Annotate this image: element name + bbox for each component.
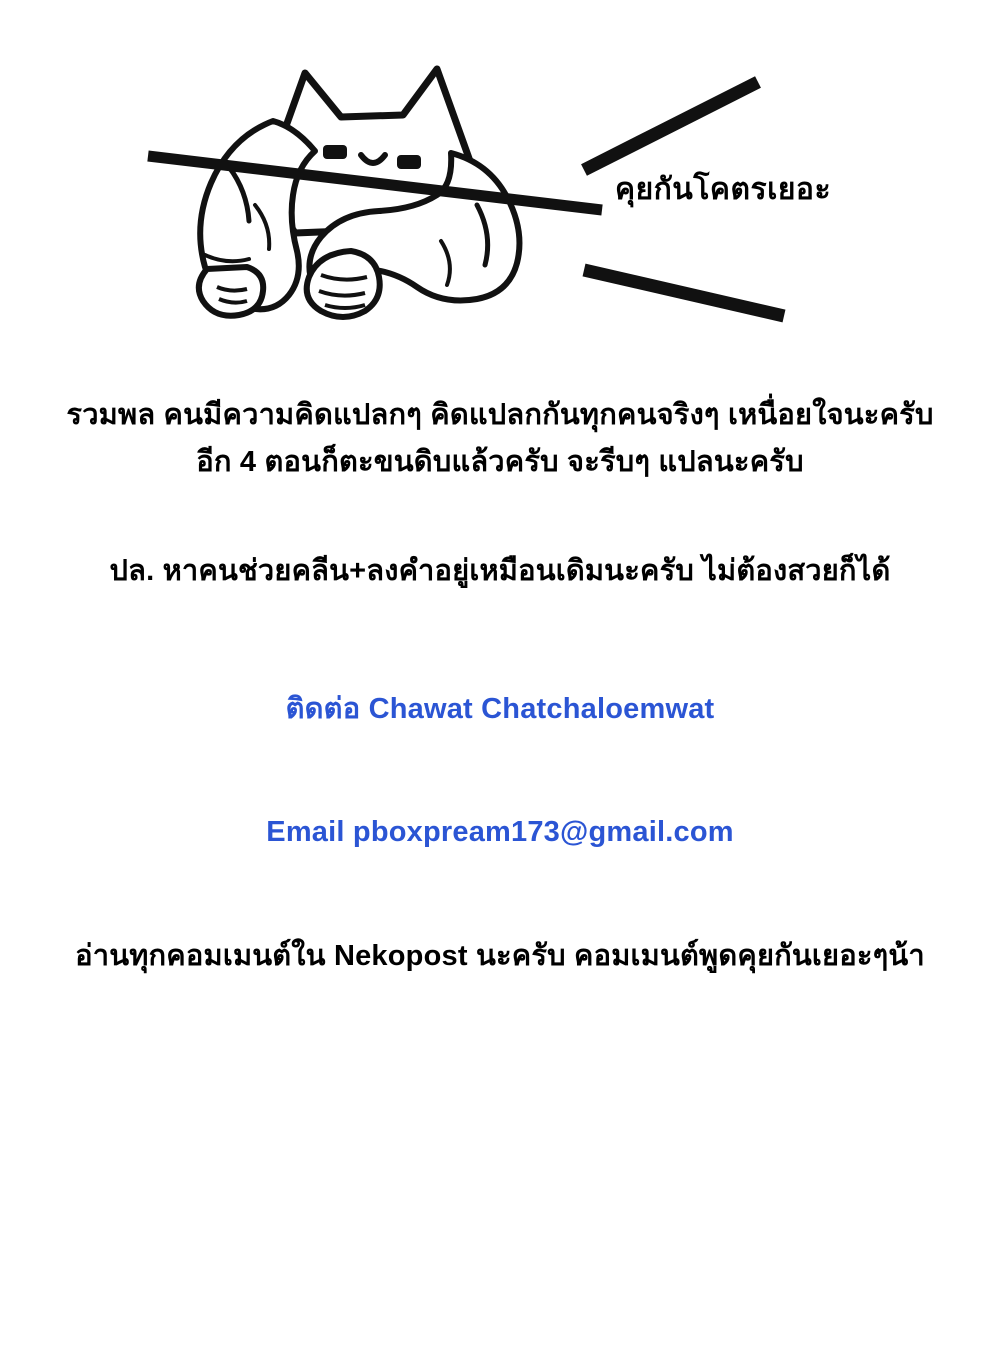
pointer-line-icon bbox=[140, 148, 610, 218]
credits-text-block bbox=[60, 392, 940, 980]
paragraph-recruit-note: ปล. หาคนช่วยคลีน+ลงคำอยู่เหมือนเดิมนะครับ ไม่ต้องสวยก็ได้ bbox=[109, 554, 891, 587]
paragraph-translator-note: รวมพล คนมีความคิดแปลกๆ คิดแปลกกันทุกคนจริงๆ เหนื่อยใจนะครับ อีก 4 ตอนก็ตะขนดิบแล้วครับ จะรีบๆ แปลนะครับ bbox=[66, 399, 934, 478]
illustration-area bbox=[0, 0, 1000, 370]
contact-email-line: Email pboxpream173@gmail.com bbox=[266, 815, 734, 848]
contact-name-line: ติดต่อ Chawat Chatchaloemwat bbox=[285, 692, 715, 725]
paragraph-comment-note: อ่านทุกคอมเมนต์ใน Nekopost นะครับ คอมเมนต์พูดคุยกันเยอะๆน้า bbox=[75, 939, 925, 972]
callout-label: คุยกันโคตรเยอะ bbox=[615, 173, 832, 206]
